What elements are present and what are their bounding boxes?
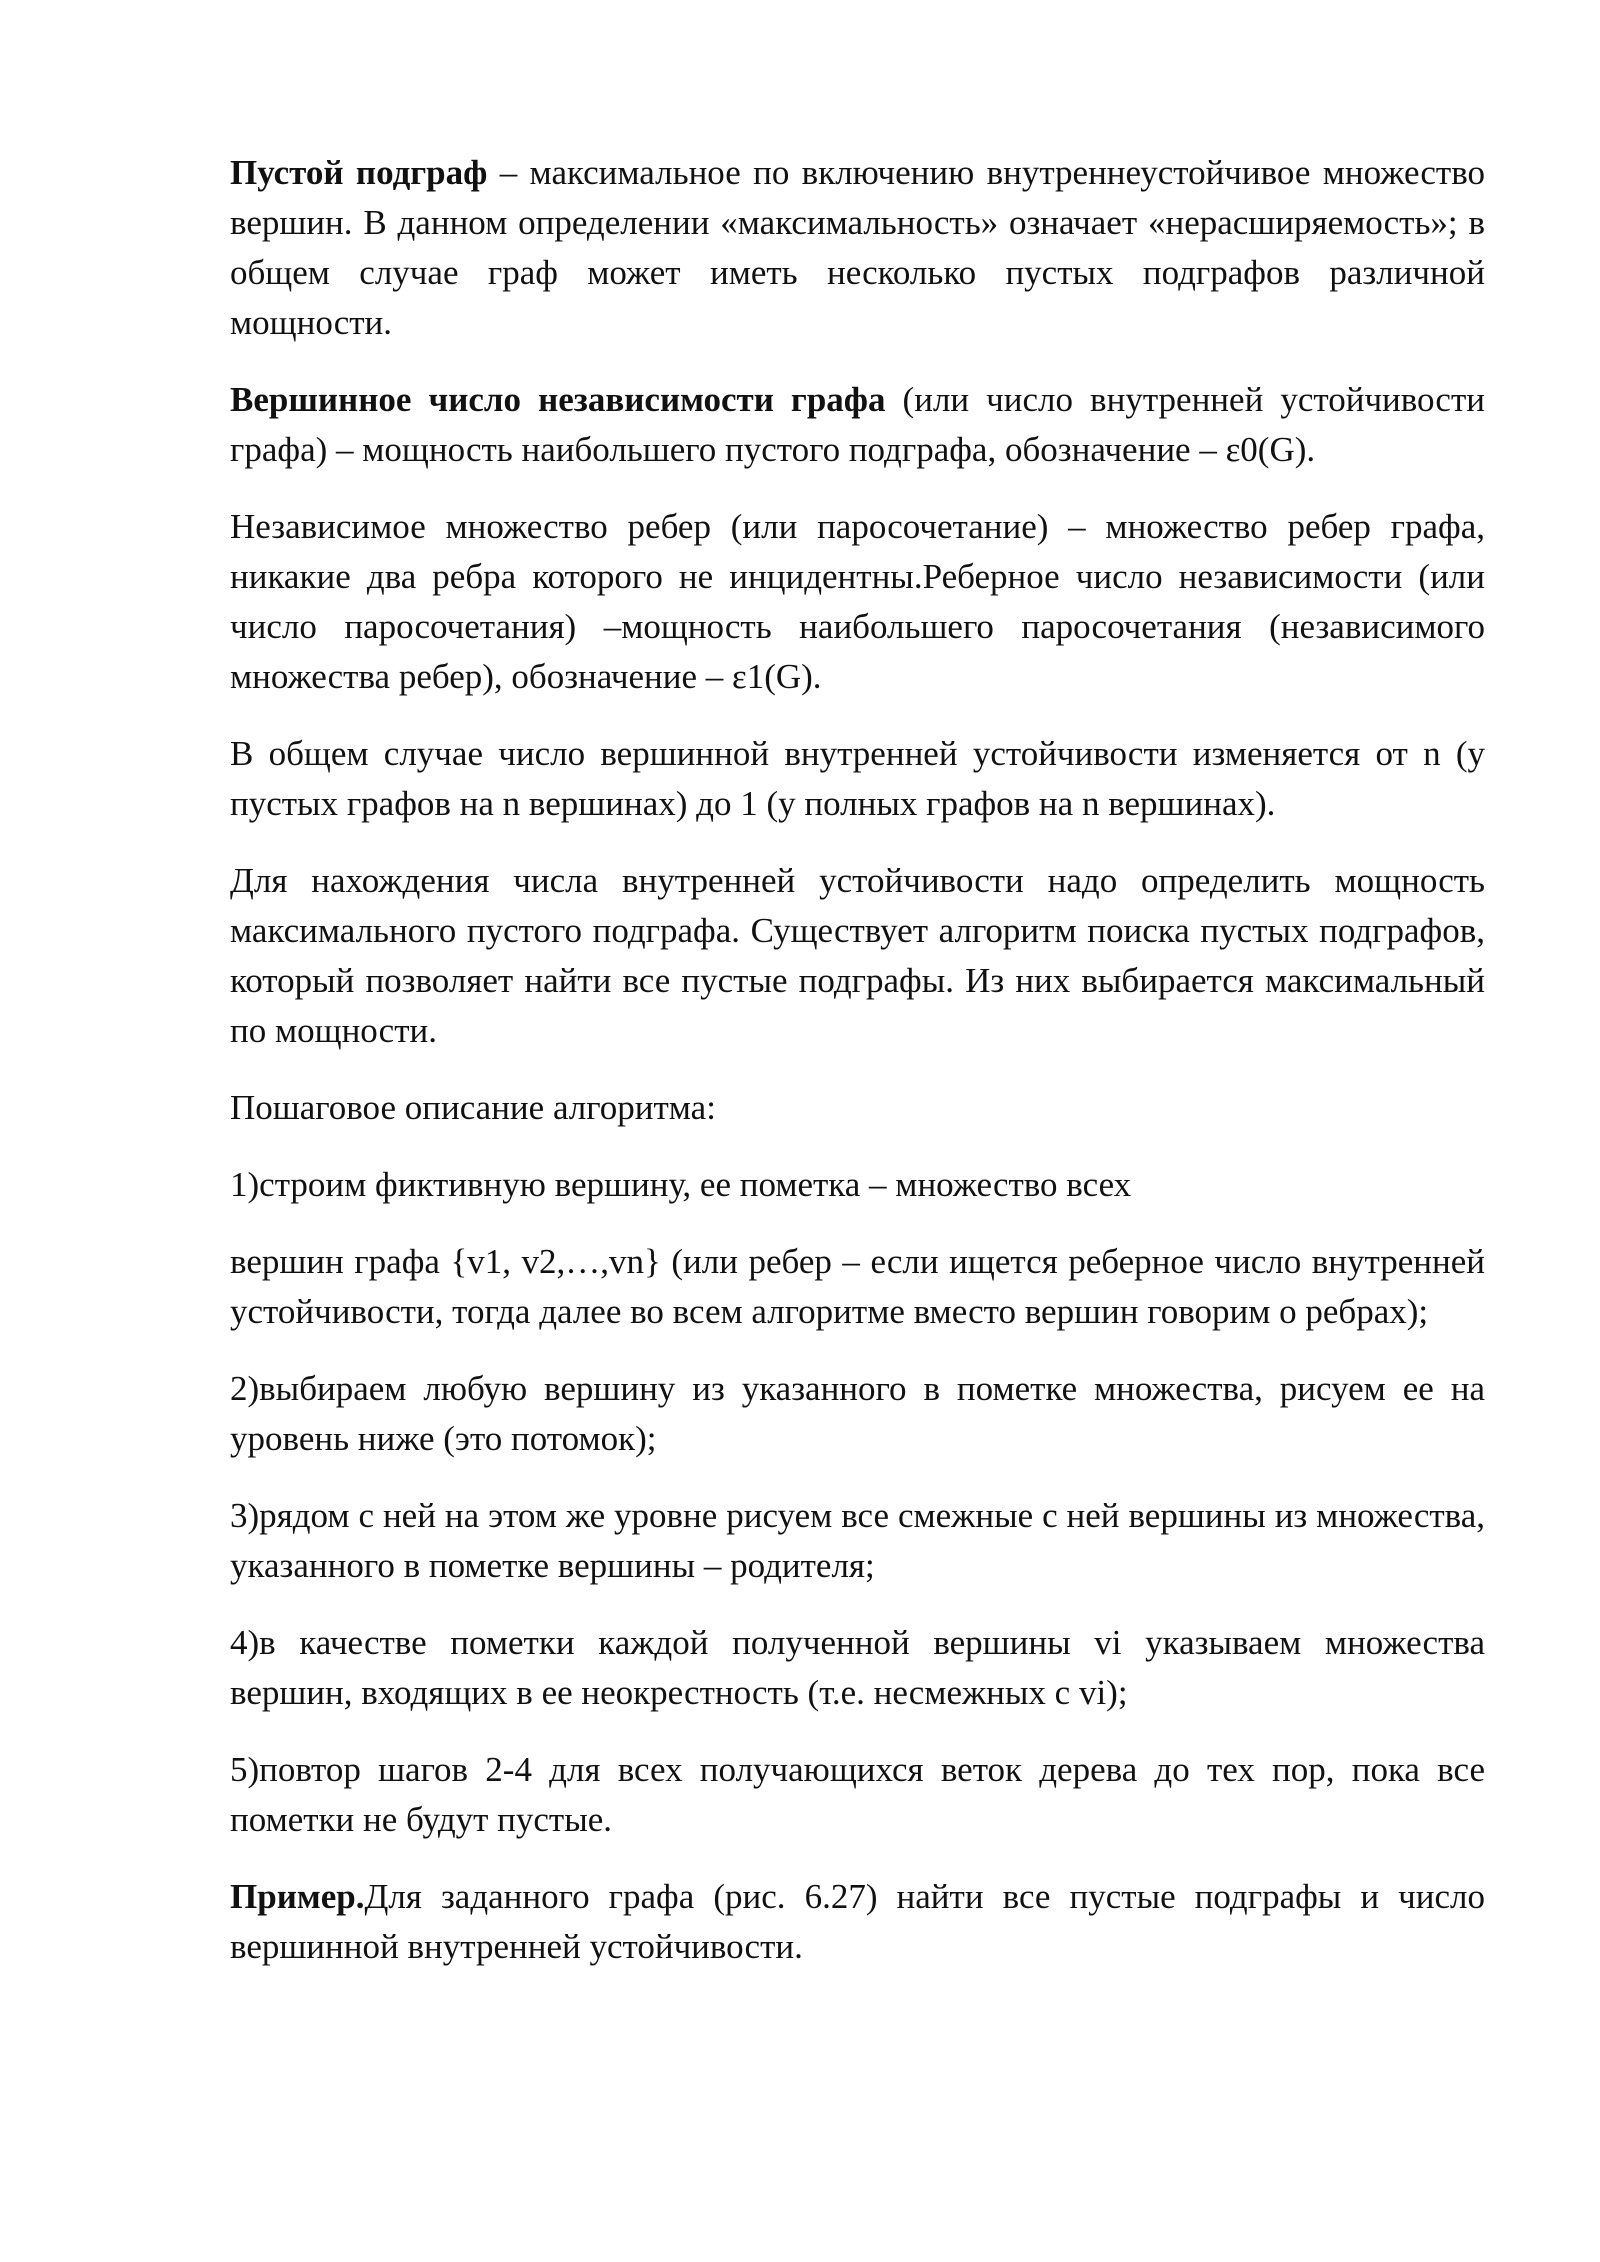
paragraph-range-of-number: [230, 729, 1485, 829]
paragraph-text: – максимальное по включению внутреннеустойчивое множество вершин. В данном определении «максимальность» означает «нерасширяемость»; в общем случае граф может иметь несколько пустых подграфов различной мощности.: [230, 153, 1485, 342]
paragraph-step-2: [230, 1364, 1485, 1464]
term-example: Пример.: [230, 1877, 365, 1916]
paragraph-text: Для заданного графа (рис. 6.27) найти все пустые подграфы и число вершинной внутренней устойчивости.: [230, 1877, 1485, 1966]
paragraph-text: Пошаговое описание алгоритма:: [230, 1088, 716, 1127]
paragraph-text: 5)повтор шагов 2-4 для всех получающихся веток дерева до тех пор, пока все пометки не будут пустые.: [230, 1750, 1485, 1839]
paragraph-finding-number: [230, 856, 1485, 1056]
paragraph-text: 3)рядом с ней на этом же уровне рисуем все смежные с ней вершины из множества, указанного в пометке вершины – родителя;: [230, 1496, 1485, 1585]
document-page: [230, 148, 1485, 1999]
paragraph-text: Для нахождения числа внутренней устойчивости надо определить мощность максимального пустого подграфа. Существует алгоритм поиска пустых подграфов, который позволяет найти все пустые подграфы. Из них выбирается максимальный по мощности.: [230, 861, 1485, 1050]
paragraph-independent-edge-set: [230, 502, 1485, 702]
paragraph-step-3: [230, 1491, 1485, 1591]
paragraph-text: вершин графа {v1, v2,…,vn} (или ребер – если ищется реберное число внутренней устойчивости, тогда далее во всем алгоритме вместо вершин говорим о ребрах);: [230, 1242, 1485, 1331]
term-vertex-independence-number: Вершинное число независимости графа: [230, 380, 886, 419]
paragraph-text: (или число внутренней устойчивости графа) – мощность наибольшего пустого подграфа, обозначение – ε0(G).: [230, 380, 1485, 469]
paragraph-text: 1)строим фиктивную вершину, ее пометка – множество всех: [230, 1165, 1132, 1204]
paragraph-text: 4)в качестве пометки каждой полученной вершины vi указываем множества вершин, входящих в ее неокрестность (т.е. несмежных с vi);: [230, 1623, 1485, 1712]
paragraph-algorithm-heading: [230, 1083, 1485, 1133]
term-empty-subgraph: Пустой подграф: [230, 153, 488, 192]
paragraph-step-4: [230, 1618, 1485, 1718]
paragraph-step-1: [230, 1160, 1485, 1210]
paragraph-vertex-independence-number: [230, 375, 1485, 475]
paragraph-example: [230, 1872, 1485, 1972]
paragraph-empty-subgraph-definition: [230, 148, 1485, 348]
paragraph-step-5: [230, 1745, 1485, 1845]
paragraph-text: В общем случае число вершинной внутренней устойчивости изменяется от n (у пустых графов на n вершинах) до 1 (у полных графов на n вершинах).: [230, 734, 1485, 823]
paragraph-text: Независимое множество ребер (или паросочетание) – множество ребер графа, никакие два ребра которого не инцидентны.Реберное число независимости (или число паросочетания) –мощность наибольшего паросочетания (независимого множества ребер), обозначение – ε1(G).: [230, 507, 1485, 696]
paragraph-text: 2)выбираем любую вершину из указанного в пометке множества, рисуем ее на уровень ниже (это потомок);: [230, 1369, 1485, 1458]
paragraph-step-1-continued: [230, 1237, 1485, 1337]
